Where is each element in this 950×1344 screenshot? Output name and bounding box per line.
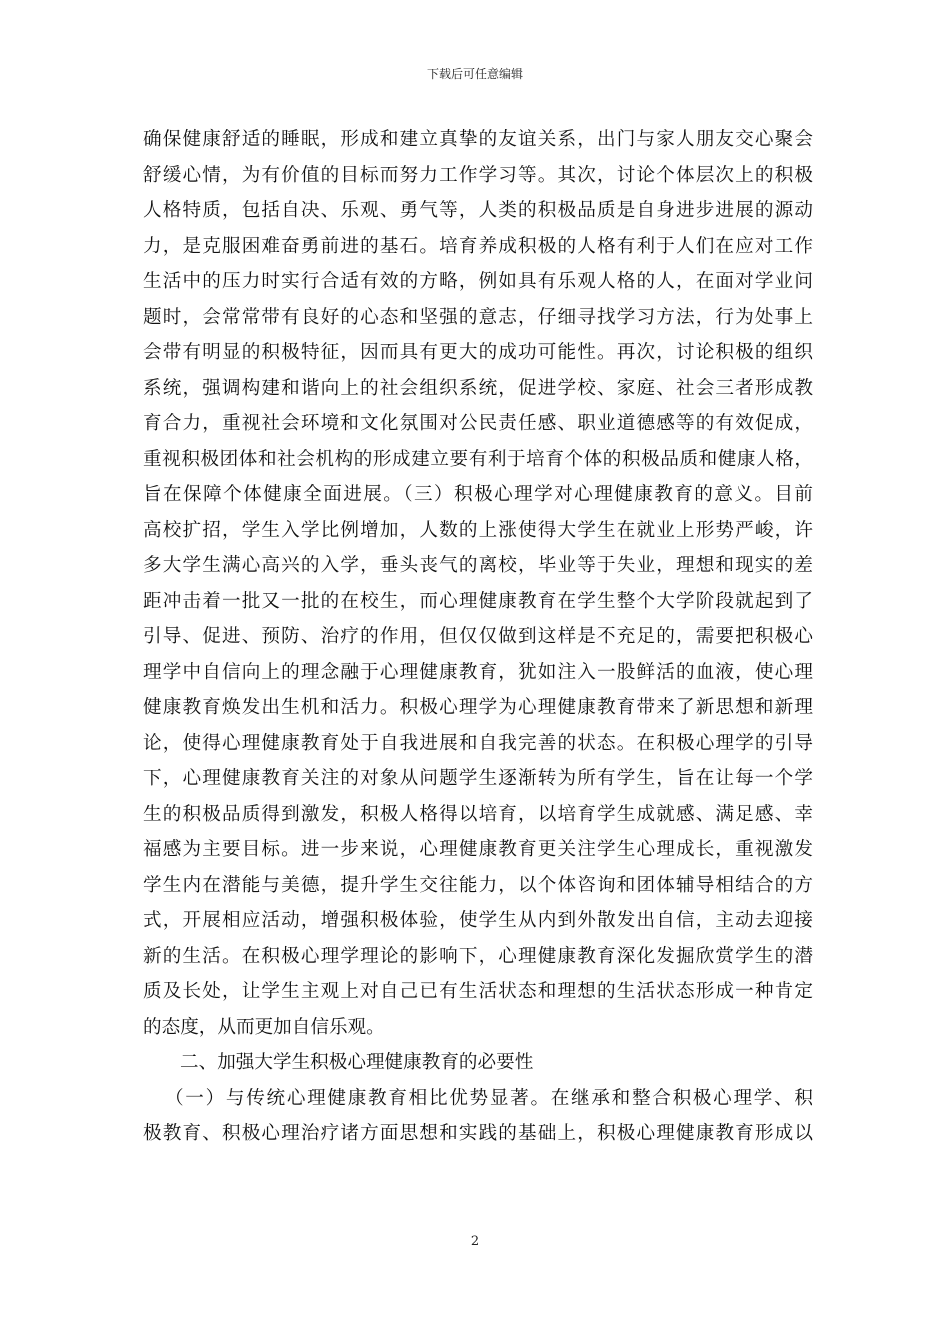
body-line: 舒缓心情，为有价值的目标而努力工作学习等。其次，讨论个体层次上的积极	[143, 164, 813, 186]
body-line: 距冲击着一批又一批的在校生，而心理健康教育在学生整个大学阶段就起到了	[143, 590, 813, 612]
body-line: 力，是克服困难奋勇前进的基石。培育养成积极的人格有利于人们在应对工作	[143, 235, 813, 257]
body-line: 育合力，重视社会环境和文化氛围对公民责任感、职业道德感等的有效促成，	[143, 413, 813, 434]
subsection-line: （一）与传统心理健康教育相比优势显著。在继承和整合积极心理学、积	[165, 1087, 813, 1109]
body-line-last: 的态度，从而更加自信乐观。	[143, 1016, 385, 1038]
body-line: 下，心理健康教育关注的对象从问题学生逐渐转为所有学生，旨在让每一个学	[143, 768, 813, 789]
body-line: 新的生活。在积极心理学理论的影响下，心理健康教育深化发掘欣赏学生的潜	[143, 945, 813, 967]
body-line: 理学中自信向上的理念融于心理健康教育，犹如注入一股鲜活的血液，使心理	[143, 661, 813, 683]
body-line: 会带有明显的积极特征，因而具有更大的成功可能性。再次，讨论积极的组织	[143, 342, 813, 363]
body-line: 健康教育焕发出生机和活力。积极心理学为心理健康教育带来了新思想和新理	[143, 697, 813, 718]
page-header: 下载后可任意编辑	[426, 67, 523, 81]
subsection-line: 极教育、积极心理治疗诸方面思想和实践的基础上，积极心理健康教育形成以	[143, 1123, 813, 1144]
body-line: 题时，会常常带有良好的心态和坚强的意志，仔细寻找学习方法，行为处事上	[143, 306, 813, 328]
body-line: 引导、促进、预防、治疗的作用，但仅仅做到这样是不充足的，需要把积极心	[143, 626, 813, 647]
section-heading: 二、加强大学生积极心理健康教育的必要性	[180, 1052, 534, 1073]
page-number: 2	[470, 1234, 480, 1249]
body-line: 人格特质，包括自决、乐观、勇气等，人类的积极品质是自身进步进展的源动	[143, 200, 813, 221]
body-line: 旨在保障个体健康全面进展。（三）积极心理学对心理健康教育的意义。目前	[143, 484, 813, 505]
body-line: 式，开展相应活动，增强积极体验，使学生从内到外散发出自信，主动去迎接	[143, 910, 813, 931]
body-line: 质及长处，让学生主观上对自己已有生活状态和理想的生活状态形成一种肯定	[143, 981, 813, 1002]
body-line: 福感为主要目标。进一步来说，心理健康教育更关注学生心理成长，重视激发	[143, 839, 813, 860]
document-body	[143, 122, 813, 1152]
body-line: 确保健康舒适的睡眠，形成和建立真挚的友谊关系，出门与家人朋友交心聚会	[143, 129, 813, 150]
body-line: 重视积极团体和社会机构的形成建立要有利于培育个体的积极品质和健康人格，	[143, 448, 813, 470]
body-line: 学生内在潜能与美德，提升学生交往能力，以个体咨询和团体辅导相结合的方	[143, 874, 813, 896]
body-line: 高校扩招，学生入学比例增加，人数的上涨使得大学生在就业上形势严峻，许	[143, 519, 813, 541]
body-line: 系统，强调构建和谐向上的社会组织系统，促进学校、家庭、社会三者形成教	[143, 377, 813, 399]
body-line: 论，使得心理健康教育处于自我进展和自我完善的状态。在积极心理学的引导	[143, 732, 813, 754]
body-line: 生的积极品质得到激发，积极人格得以培育，以培育学生成就感、满足感、幸	[143, 803, 813, 825]
body-line: 生活中的压力时实行合适有效的方略，例如具有乐观人格的人，在面对学业问	[143, 271, 813, 292]
body-line: 多大学生满心高兴的入学，垂头丧气的离校，毕业等于失业，理想和现实的差	[143, 555, 813, 576]
